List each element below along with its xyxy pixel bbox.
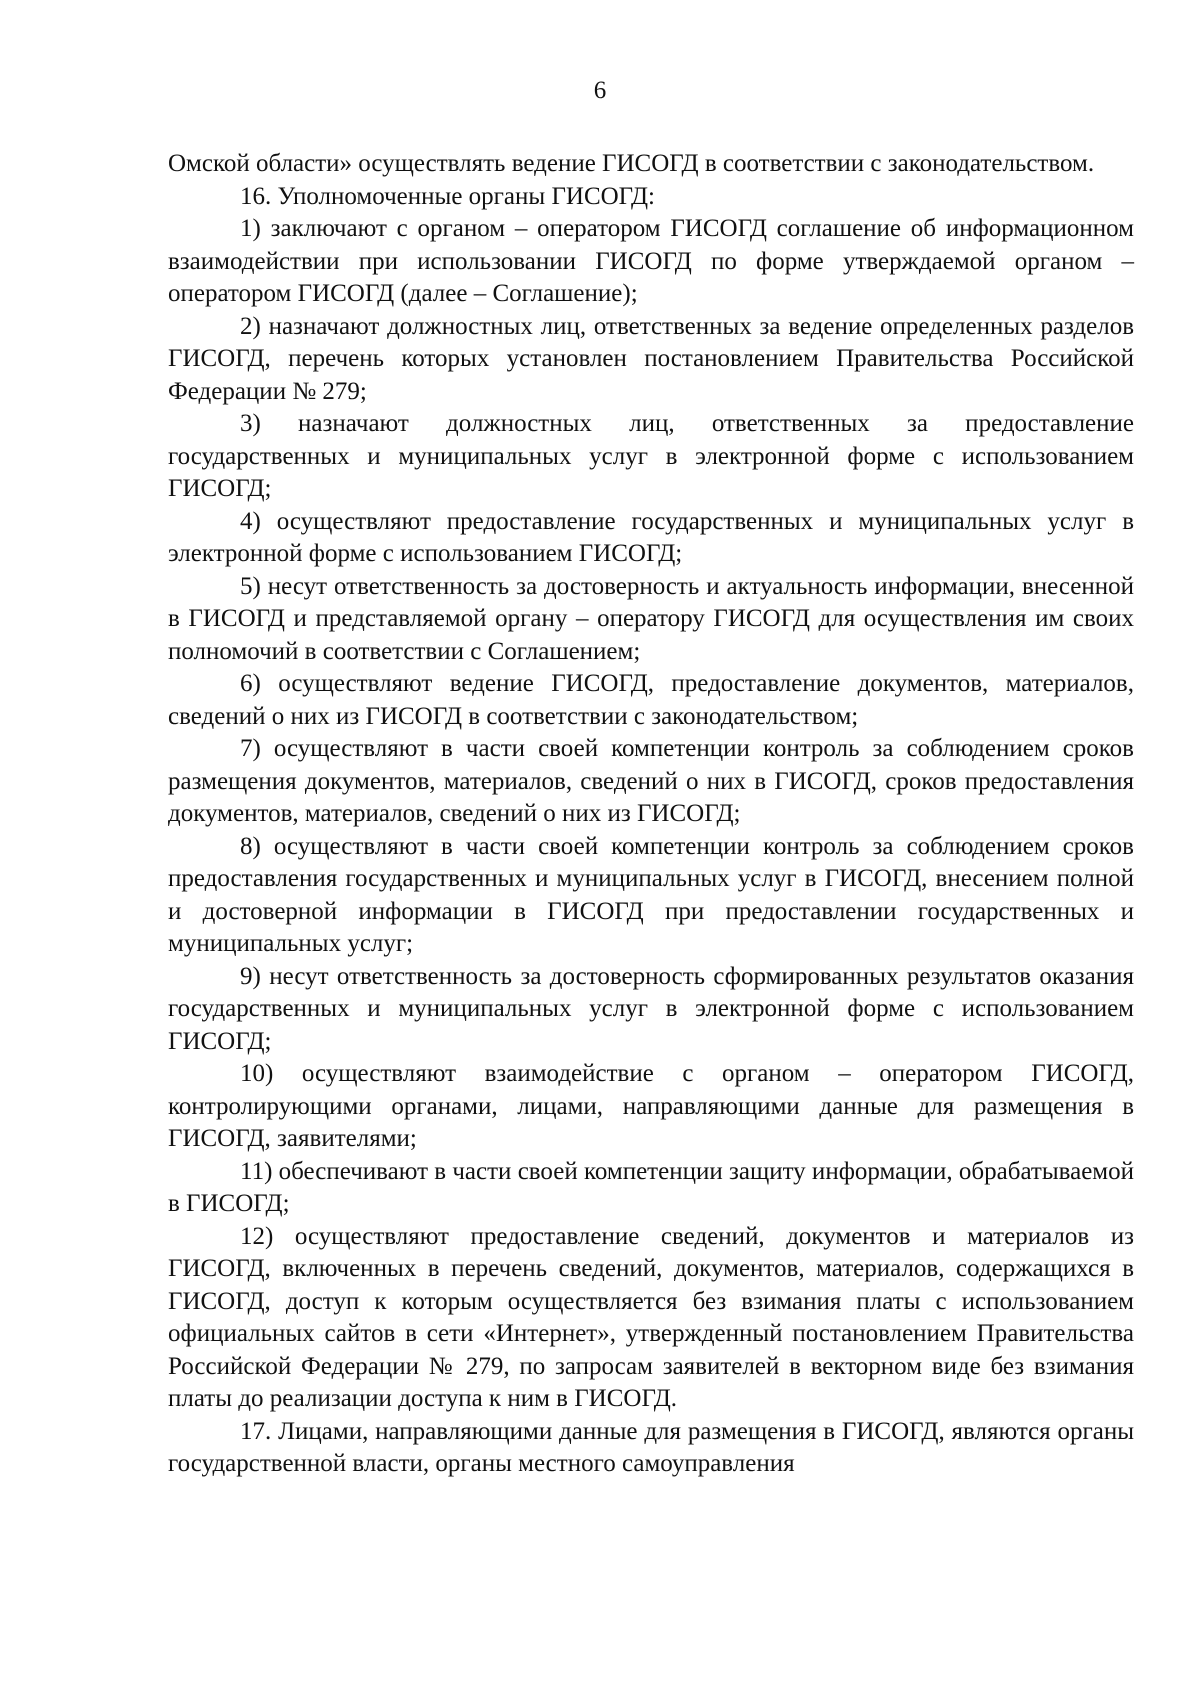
paragraph: 4) осуществляют предоставление государственных и муниципальных услуг в электронной форме с использованием ГИСОГД; xyxy=(168,507,1134,567)
paragraph: 1) заключают с органом – оператором ГИСОГД соглашение об информационном взаимодействии при использовании ГИСОГД по форме утверждаемой органом – оператором ГИСОГД (далее – Соглашение); xyxy=(168,215,1134,307)
paragraph: 16. Уполномоченные органы ГИСОГД: xyxy=(240,182,655,210)
document-body xyxy=(168,148,1134,1481)
paragraph: 3) назначают должностных лиц, ответственных за предоставление государственных и муниципальных услуг в электронной форме с использованием ГИСОГД; xyxy=(168,410,1134,502)
paragraph: 9) несут ответственность за достоверность сформированных результатов оказания государственных и муниципальных услуг в электронной форме с использованием ГИСОГД; xyxy=(168,962,1134,1055)
paragraph: 6) осуществляют ведение ГИСОГД, предоставление документов, материалов, сведений о них из ГИСОГД в соответствии с законодательством; xyxy=(168,670,1134,730)
paragraph: 17. Лицами, направляющими данные для размещения в ГИСОГД, являются органы государственной власти, органы местного самоуправления xyxy=(168,1417,1134,1477)
paragraph: 7) осуществляют в части своей компетенции контроль за соблюдением сроков размещения документов, материалов, сведений о них в ГИСОГД, сроков предоставления документов, материалов, сведений о них из ГИСОГД; xyxy=(168,735,1134,827)
paragraph: 2) назначают должностных лиц, ответственных за ведение определенных разделов ГИСОГД, перечень которых установлен постановлением Правительства Российской Федерации № 279; xyxy=(168,312,1134,405)
paragraph: Омской области» осуществлять ведение ГИСОГД в соответствии с законодательством. xyxy=(168,150,1095,177)
paragraph: 12) осуществляют предоставление сведений, документов и материалов из ГИСОГД, включенных в перечень сведений, документов, материалов, содержащихся в ГИСОГД, доступ к которым осуществляется без взимания платы с использованием официальных сайтов в сети «Интернет», утвержденный постановлением Правительства Российской Федерации № 279, по запросам заявителей в векторном виде без взимания платы до реализации доступа к ним в ГИСОГД. xyxy=(168,1222,1134,1412)
page-number: 6 xyxy=(593,77,607,104)
paragraph: 11) обеспечивают в части своей компетенции защиту информации, обрабатываемой в ГИСОГД; xyxy=(168,1157,1134,1217)
paragraph: 5) несут ответственность за достоверность и актуальность информации, внесенной в ГИСОГД и представляемой органу – оператору ГИСОГД для осуществления им своих полномочий в соответствии с Соглашением; xyxy=(168,572,1134,665)
paragraph: 10) осуществляют взаимодействие с органом – оператором ГИСОГД, контролирующими органами, лицами, направляющими данные для размещения в ГИСОГД, заявителями; xyxy=(168,1060,1134,1152)
paragraph: 8) осуществляют в части своей компетенции контроль за соблюдением сроков предоставления государственных и муниципальных услуг в ГИСОГД, внесением полной и достоверной информации в ГИСОГД при предоставлении государственных и муниципальных услуг; xyxy=(168,832,1134,957)
